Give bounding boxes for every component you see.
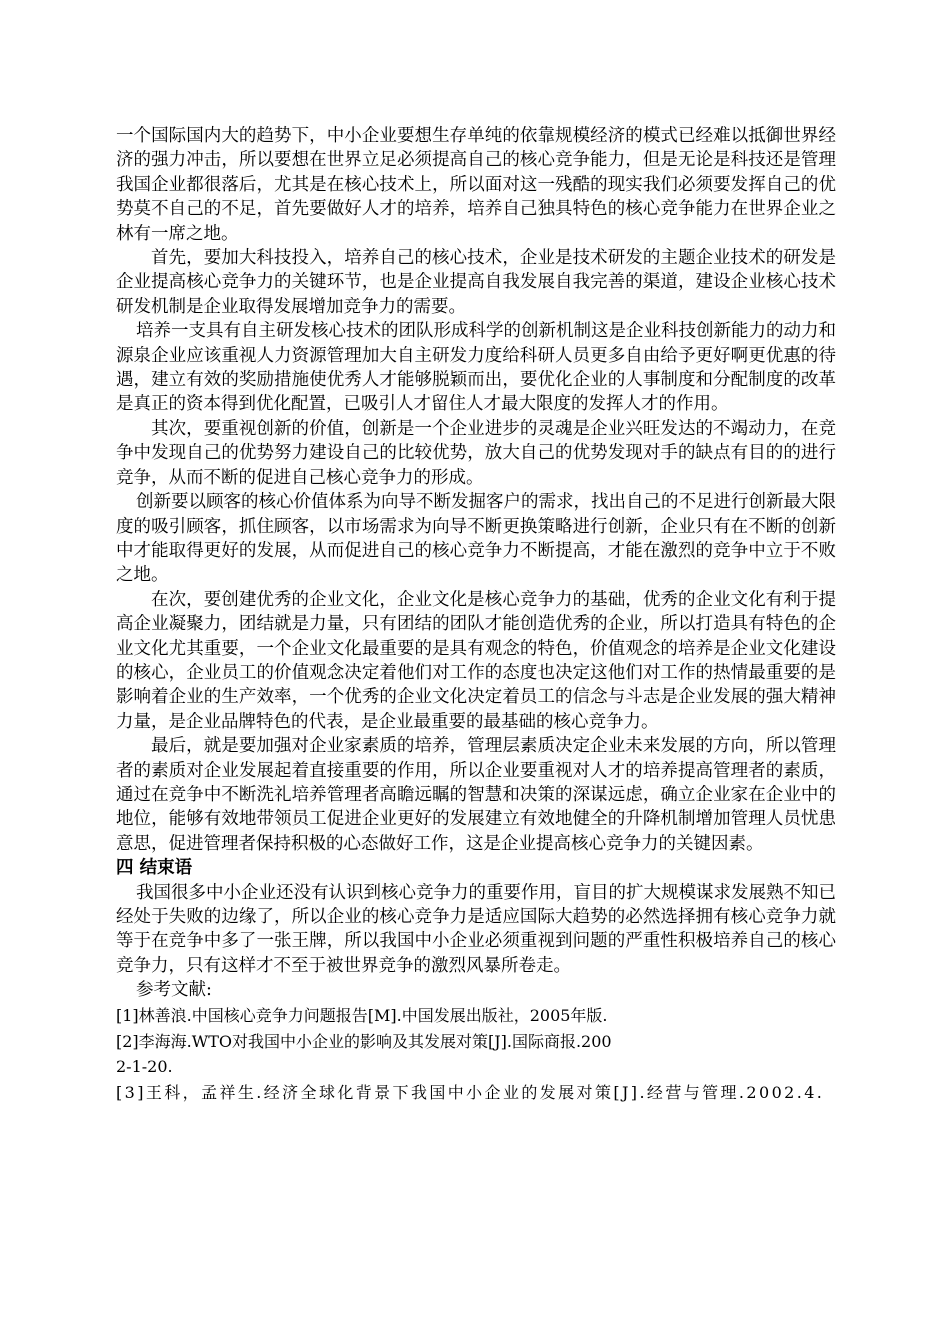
document-page [116,124,836,1105]
section-heading: 四 结束语 [116,858,193,879]
body-paragraph-2: 首先，要加大科技投入，培养自己的核心技术，企业是技术研发的主题企业技术的研发是企业提高核心竞争力的关键环节，也是企业提高自我发展自我完善的渠道，建设企业核心技术研发机制是企业取得发展增加竞争力的需要。 [116,248,836,317]
reference-item: [1]林善浪.中国核心竞争力问题报告[M].中国发展出版社，2005年版. [116,1006,608,1026]
body-paragraph-7: 最后，就是要加强对企业家素质的培养，管理层素质决定企业未来发展的方向，所以管理者的素质对企业发展起着直接重要的作用，所以企业要重视对人才的培养提高管理者的素质，通过在竞争中不断洗礼培养管理者高瞻远瞩的智慧和决策的深谋远虑，确立企业家在企业中的地位，能够有效地带领员工促进企业更好的发展建立有效地健全的升降机制增加管理人员忧患意思，促进管理者保持积极的心态做好工作，这是企业提高核心竞争力的关键因素。 [116,736,836,854]
body-paragraph-6: 在次，要创建优秀的企业文化，企业文化是核心竞争力的基础，优秀的企业文化有利于提高企业凝聚力，团结就是力量，只有团结的团队才能创造优秀的企业，所以打造具有特色的企业文化尤其重要，一个企业文化最重要的是具有观念的特色，价值观念的培养是企业文化建设的核心，企业员工的价值观念决定着他们对工作的态度也决定这他们对工作的热情最重要的是影响着企业的生产效率，一个优秀的企业文化决定着员工的信念与斗志是企业发展的强大精神力量，是企业品牌特色的代表，是企业最重要的最基础的核心竞争力。 [116,589,836,732]
body-paragraph-1: 一个国际国内大的趋势下，中小企业要想生存单纯的依靠规模经济的模式已经难以抵御世界经济的强力冲击，所以要想在世界立足必须提高自己的核心竞争能力，但是无论是科技还是管理我国企业都很落后，尤其是在核心技术上，所以面对这一残酷的现实我们必须要发挥自己的优势莫不自己的不足，首先要做好人才的培养，培养自己独具特色的核心竞争能力在世界企业之林有一席之地。 [116,126,836,244]
reference-item: 2-1-20. [116,1057,173,1077]
body-paragraph-3: 培养一支具有自主研发核心技术的团队形成科学的创新机制这是企业科技创新能力的动力和源泉企业应该重视人力资源管理加大自主研发力度给科研人员更多自由给予更好啊更优惠的待遇，建立有效的奖励措施使优秀人才能够脱颖而出，要优化企业的人事制度和分配制度的改革是真正的资本得到优化配置，已吸引人才留住人才最大限度的发挥人才的作用。 [116,321,836,415]
body-paragraph-5: 创新要以顾客的核心价值体系为向导不断发掘客户的需求，找出自己的不足进行创新最大限度的吸引顾客，抓住顾客，以市场需求为向导不断更换策略进行创新，企业只有在不断的创新中才能取得更好的发展，从而促进自己的核心竞争力不断提高，才能在激烈的竞争中立于不败之地。 [116,492,836,586]
reference-item: [3]王科，孟祥生.经济全球化背景下我国中小企业的发展对策[J].经营与管理.2002.4. [116,1082,825,1102]
conclusion-paragraph: 我国很多中小企业还没有认识到核心竞争力的重要作用，盲目的扩大规模谋求发展熟不知已经处于失败的边缘了，所以企业的核心竞争力是适应国际大趋势的必然选择拥有核心竞争力就等于在竞争中多了一张王牌，所以我国中小企业必须重视到问题的严重性积极培养自己的核心竞争力，只有这样才不至于被世界竞争的激烈风暴所卷走。 [116,882,836,976]
reference-item: [2]李海海.WTO对我国中小企业的影响及其发展对策[J].国际商报.200 [116,1031,612,1051]
references-title: 参考文献: [136,980,212,1001]
body-paragraph-4: 其次，要重视创新的价值，创新是一个企业进步的灵魂是企业兴旺发达的不竭动力，在竞争中发现自己的优势努力建设自己的比较优势，放大自己的优势发现对手的缺点有目的的进行竞争，从而不断的促进自己核心竞争力的形成。 [116,418,836,488]
